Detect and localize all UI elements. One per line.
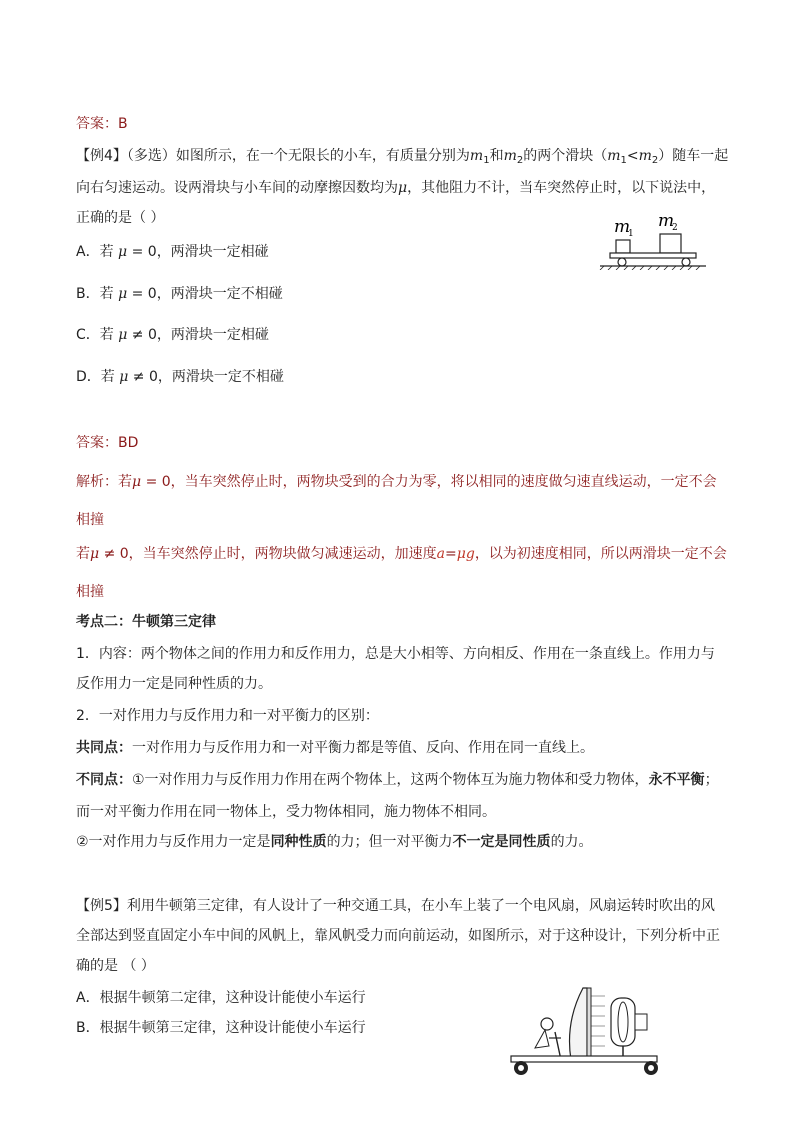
ex4-line1: 【例4】（多选）如图所示，在一个无限长的小车，有质量分别为$m_1$和$m_2$的两个滑块$(m_1<m_2)$随车一起	[76, 148, 729, 166]
cart-blocks-figure	[594, 208, 712, 270]
ex4-option-c: C．若 μ ≠ 0，两滑块一定相碰	[76, 327, 269, 343]
fan-blade	[618, 1002, 628, 1042]
explanation-line3: 若μ ≠ 0，当车突然停止时，两物块做匀减速运动，加速度a=μg，以为初速度相同，所以两滑块一定不会	[76, 546, 727, 562]
answer-bd: 答案：BD	[76, 435, 139, 451]
cart-body	[610, 253, 696, 258]
m2-label: m	[658, 211, 675, 231]
fan-motor	[635, 1014, 647, 1030]
ex4-line3: 正确的是（ ）	[76, 210, 165, 226]
ex4-line2: 向右匀速运动。设两滑块与小车间的动摩擦因数均为μ，其他阻力不计，当车突然停止时，以下说法中，	[76, 180, 716, 196]
driver-head	[541, 1018, 553, 1030]
ex4-option-b: B．若 μ = 0，两滑块一定不相碰	[76, 286, 283, 302]
ex5-line2: 全部达到竖直固定小车中间的风帆上，靠风帆受力而向前运动，如图所示，对于这种设计，下列分析中正	[76, 928, 720, 944]
svg-text:2: 2	[672, 223, 678, 233]
ex5-line1: 【例5】利用牛顿第三定律，有人设计了一种交通工具，在小车上装了一个电风扇，风扇运转时吹出的风	[76, 898, 715, 914]
cart-chassis	[511, 1056, 657, 1062]
content-line3: 2．一对作用力与反作用力和一对平衡力的区别：	[76, 708, 379, 724]
cart-wheel	[682, 258, 690, 266]
sail	[570, 988, 588, 1060]
ex4-option-d: D．若 μ ≠ 0，两滑块一定不相碰	[76, 369, 284, 385]
difference-line2: 而一对平衡力作用在同一物体上，受力物体相同，施力物体不相同。	[76, 804, 496, 820]
explanation-line1: 解析：若μ = 0，当车突然停止时，两物块受到的合力为零，将以相同的速度做匀速直线运动，一定不会	[76, 474, 717, 490]
difference-point: 不同点：①一对作用力与反作用力作用在两个物体上，这两个物体互为施力物体和受力物体，永不平衡；	[76, 772, 719, 788]
cart-wheel	[618, 258, 626, 266]
common-point: 共同点：一对作用力与反作用力和一对平衡力都是等值、反向、作用在同一直线上。	[76, 740, 594, 756]
section-title: 考点二：牛顿第三定律	[76, 614, 216, 630]
m1-label: m	[614, 217, 631, 237]
block-m1	[616, 240, 630, 253]
ex4-option-a: A．若 μ = 0，两滑块一定相碰	[76, 244, 269, 260]
ex5-option-a: A．根据牛顿第二定律，这种设计能使小车运行	[76, 990, 366, 1006]
explanation-line4: 相撞	[76, 584, 104, 600]
difference-line3: ②一对作用力与反作用力一定是同种性质的力；但一对平衡力不一定是同性质的力。	[76, 834, 593, 850]
ex5-line3: 确的是 （ ）	[76, 958, 155, 974]
svg-text:1: 1	[628, 229, 634, 239]
content-line1: 1．内容：两个物体之间的作用力和反作用力，总是大小相等、方向相反、作用在一条直线上。作用力与	[76, 646, 715, 662]
fan-sail-cart-figure	[505, 982, 665, 1078]
answer-b: 答案：B	[76, 116, 128, 132]
block-m2	[660, 234, 681, 253]
ex5-option-b: B．根据牛顿第三定律，这种设计能使小车运行	[76, 1020, 366, 1036]
explanation-line2: 相撞	[76, 512, 104, 528]
content-line2: 反作用力一定是同种性质的力。	[76, 676, 272, 692]
